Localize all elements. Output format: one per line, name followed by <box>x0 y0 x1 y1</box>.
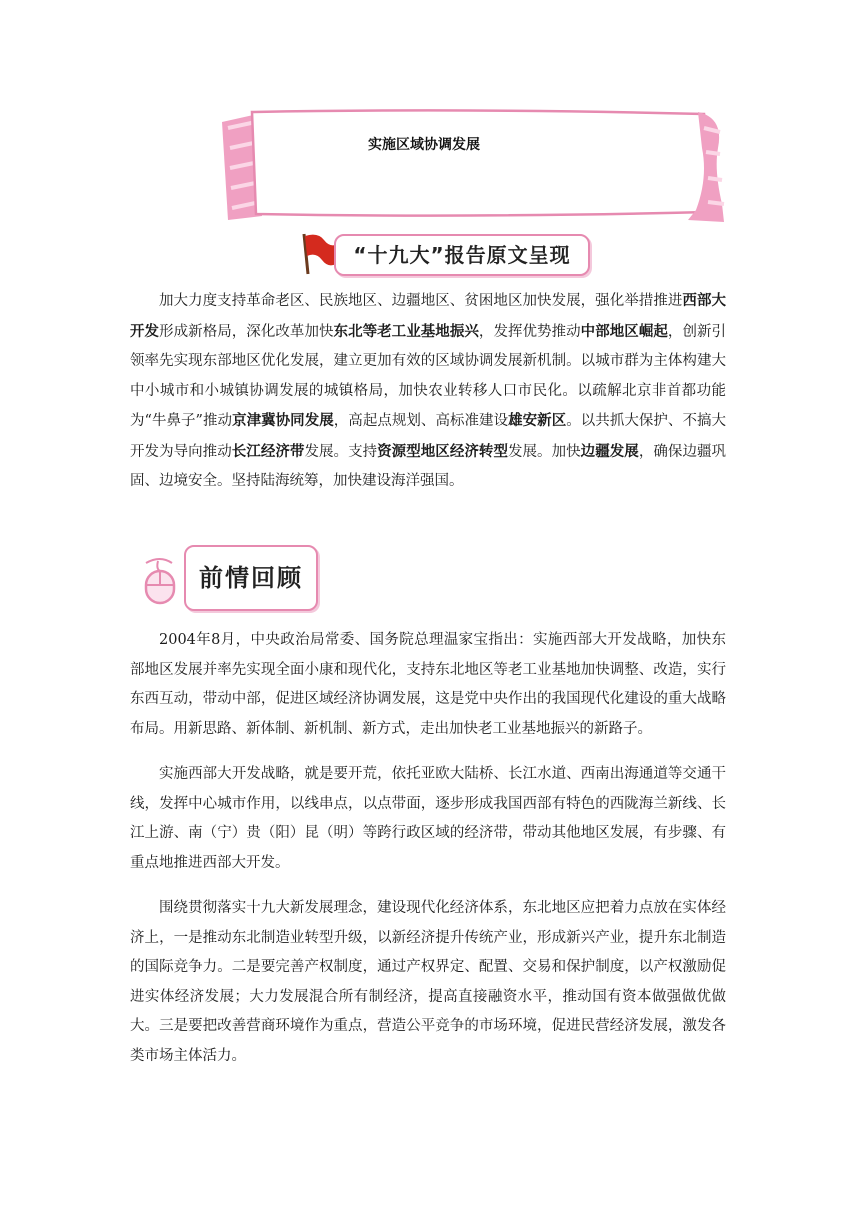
highlighted-term: 京津冀协同发展 <box>232 412 334 429</box>
paragraph-text: 。以共抓大保护、不搞大开发为导向推动 <box>130 413 727 460</box>
paragraph-text: ，发挥优势推动 <box>478 323 581 340</box>
section-heading-text: “十九大”报告原文呈现 <box>353 243 571 267</box>
highlighted-term: 中部地区崛起 <box>580 322 668 340</box>
section-heading-review <box>134 545 320 611</box>
section-heading-box <box>334 234 590 276</box>
paragraph-text: ，创新引领率先实现东部地区优化发展，建立更加有效的区域协调发展新机制。以城市群为主体构建大中小城市和小城镇协调发展的城镇格局，加快农业转移人口市民化。以疏解北京非首都功能为“牛鼻子”推动 <box>130 323 727 429</box>
section-heading-report <box>296 230 590 276</box>
highlighted-term: 资源型地区经济转型 <box>377 442 508 460</box>
section-heading-text: 前情回顾 <box>199 564 303 592</box>
report-paragraph <box>130 286 726 497</box>
paragraph-text: ，高起点规划、高标准建设 <box>333 413 509 429</box>
highlighted-term: 边疆发展 <box>580 442 639 460</box>
review-paragraph: 实施西部大开发战略，就是要开荒，依托亚欧大陆桥、长江水道、西南出海通道等交通干线，发挥中心城市作用，以线串点，以点带面，逐步形成我国西部有特色的西陇海兰新线、长江上游、南（宁）贵（阳）昆（明）等跨行政区域的经济带，带动其他地区发展，有步骤、有重点地推进西部大开发。 <box>130 766 726 871</box>
section-heading-box <box>184 545 318 611</box>
review-paragraph: 围绕贯彻落实十九大新发展理念，建设现代化经济体系，东北地区应把着力点放在实体经济上，一是推动东北制造业转型升级，以新经济提升传统产业，形成新兴产业，提升东北制造的国际竞争力。二是要完善产权制度，通过产权界定、配置、交易和保护制度，以产权激励促进实体经济发展；大力发展混合所有制经济，提高直接融资水平，推动国有资本做强做优做大。三是要把改善营商环境作为重点，营造公平竞争的市场环境，促进民营经济发展，激发各类市场主体活力。 <box>130 900 726 1064</box>
review-paragraph: 2004年8月，中央政治局常委、国务院总理温家宝指出：实施西部大开发战略，加快东部地区发展并率先实现全面小康和现代化，支持东北地区等老工业基地加快调整、改造，实行东西互动，带动中部，促进区域经济协调发展，这是党中央作出的我国现代化建设的重大战略布局。用新思路、新体制、新机制、新方式，走出加快老工业基地振兴的新路子。 <box>130 632 726 737</box>
highlighted-term: 长江经济带 <box>231 442 305 460</box>
page-title: 实施区域协调发展 <box>368 137 480 153</box>
highlighted-term: 东北等老工业基地振兴 <box>333 322 479 340</box>
paragraph-text: 发展。支持 <box>304 443 378 460</box>
title-banner <box>218 108 730 226</box>
paragraph-text: 发展。加快 <box>507 443 581 460</box>
computer-mouse-icon <box>134 555 184 605</box>
paragraph-text: ，确保边疆巩固、边境安全。坚持陆海统筹，加快建设海洋强国。 <box>130 443 727 489</box>
paragraph-text: 加大力度支持革命老区、民族地区、边疆地区、贫困地区加快发展，强化举措推进 <box>159 293 683 309</box>
paragraph-text: 形成新格局，深化改革加快 <box>159 323 334 340</box>
highlighted-term: 西部大开发 <box>130 292 727 340</box>
highlighted-term: 雄安新区 <box>508 412 567 429</box>
